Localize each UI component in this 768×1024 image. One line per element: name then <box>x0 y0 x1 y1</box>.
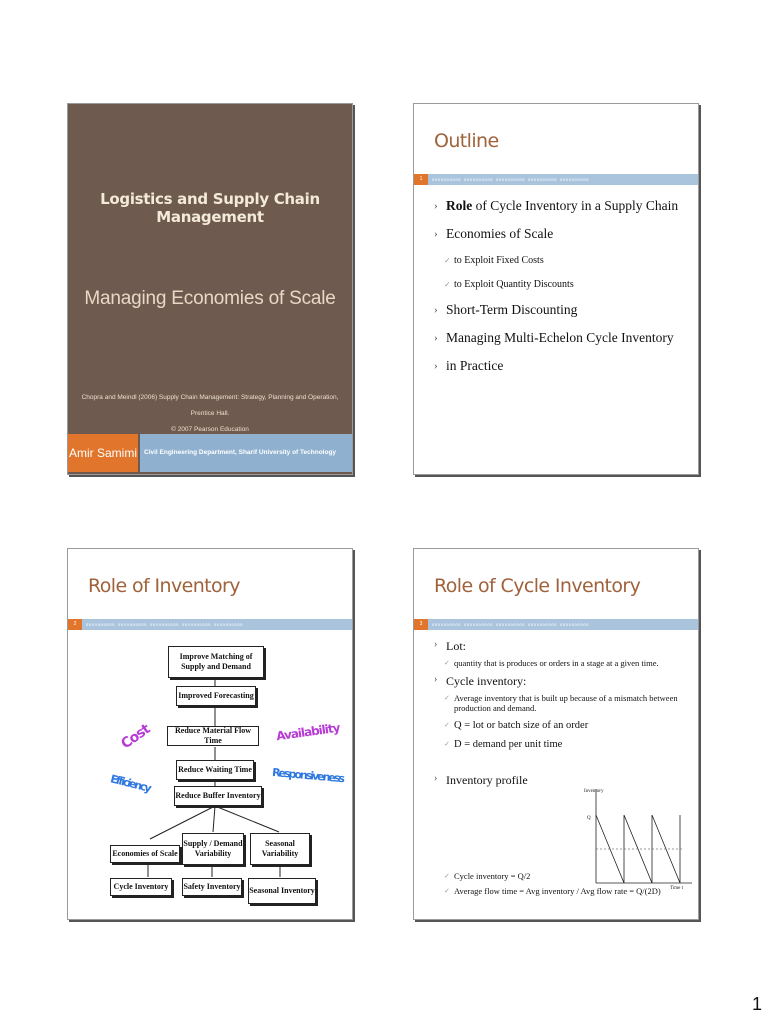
sub-cycle-definition: ✓ Average inventory that is built up because of a mismatch between production and demand. <box>444 693 678 713</box>
box-supply-demand-variability: Supply / Demand Variability <box>182 833 244 865</box>
bullet-icon: › <box>434 332 438 344</box>
outline-item: › Role of Cycle Inventory in a Supply Chain <box>434 195 690 223</box>
check-icon: ✓ <box>444 721 450 729</box>
outline-list <box>434 195 690 383</box>
check-icon: ✓ <box>444 256 451 265</box>
outline-item: › in Practice <box>434 355 690 383</box>
decorative-dots: oooooooooo oooooooooo oooooooooo oooooooooo oooooooooo <box>432 622 590 627</box>
wordart-efficiency: Efficiency <box>109 772 152 795</box>
copyright-text: © 2007 Pearson Education <box>171 426 249 433</box>
bullet-icon: › <box>434 773 438 784</box>
formula-flow-time: ✓ Average flow time = Avg inventory / Avg flow rate = Q/(2D) <box>444 886 661 896</box>
bullet-lot: › Lot: <box>434 639 466 653</box>
wordart-responsiveness: Responsiveness <box>271 765 344 786</box>
bullet-icon: › <box>434 304 438 316</box>
bullet-icon: › <box>434 674 438 685</box>
citation-text: Chopra and Meindl (2006) Supply Chain Management: Strategy, Planning and Operation, Prentice Hall. <box>81 394 339 417</box>
role-of-cycle-inventory-slide <box>413 548 699 920</box>
check-icon: ✓ <box>444 887 450 895</box>
title-slide <box>67 103 353 475</box>
citation <box>76 390 344 438</box>
course-title: Logistics and Supply Chain Management <box>100 190 320 226</box>
content-block <box>434 639 692 788</box>
header-bar <box>414 619 698 630</box>
page-number: 1 <box>752 994 763 1014</box>
bullet-icon: › <box>434 228 438 240</box>
decorative-dots: oooooooooo oooooooooo oooooooooo oooooooooo oooooooooo <box>432 177 590 182</box>
slide-title: Role of Cycle Inventory <box>434 575 641 597</box>
outline-subitem: ✓ to Exploit Fixed Costs <box>434 251 690 275</box>
box-reduce-waiting: Reduce Waiting Time <box>176 760 254 780</box>
decorative-dots: oooooooooo oooooooooo oooooooooo oooooooooo oooooooooo <box>86 622 244 627</box>
box-reduce-material-flow: Reduce Material Flow Time <box>167 726 259 746</box>
formula-block <box>434 871 692 896</box>
check-icon: ✓ <box>444 694 450 702</box>
check-icon: ✓ <box>444 872 450 880</box>
header-bar <box>414 174 698 185</box>
role-of-inventory-slide <box>67 548 353 920</box>
sub-lot-definition: ✓ quantity that is produces or orders in a stage at a given time. <box>444 658 659 668</box>
graph-y-label: Inventory <box>584 789 604 794</box>
graph-q-label: Q <box>587 816 591 821</box>
slide-title: Role of Inventory <box>88 575 240 597</box>
bullet-cycle-inventory: › Cycle inventory: <box>434 674 527 688</box>
check-icon: ✓ <box>444 740 450 748</box>
box-cycle-inventory: Cycle Inventory <box>110 878 172 896</box>
bullet-icon: › <box>434 639 438 650</box>
sub-d-definition: ✓ D = demand per unit time <box>444 739 563 750</box>
slide-number: 3 <box>414 619 428 630</box>
bullet-icon: › <box>434 360 438 372</box>
box-seasonal-inventory: Seasonal Inventory <box>248 878 316 904</box>
slide-number: 1 <box>414 174 428 185</box>
slide-number: 2 <box>68 619 82 630</box>
box-reduce-buffer: Reduce Buffer Inventory <box>174 786 262 806</box>
formula-cycle-inventory: ✓ Cycle inventory = Q/2 <box>444 871 531 881</box>
slide-title: Outline <box>434 130 499 152</box>
department-name: Civil Engineering Department, Sharif University of Technology <box>140 434 352 472</box>
lecture-subtitle: Managing Economies of Scale <box>84 288 336 309</box>
outline-item: › Economies of Scale <box>434 223 690 251</box>
sub-q-definition: ✓ Q = lot or batch size of an order <box>444 720 589 731</box>
outline-subitem: ✓ to Exploit Quantity Discounts <box>434 275 690 299</box>
outline-slide <box>413 103 699 475</box>
box-improved-forecasting: Improved Forecasting <box>176 686 256 706</box>
box-seasonal-variability: Seasonal Variability <box>250 833 310 865</box>
box-improve-matching: Improve Matching of Supply and Demand <box>168 646 264 678</box>
author-name: Amir Samimi <box>68 434 138 472</box>
outline-item: › Managing Multi-Echelon Cycle Inventory <box>434 327 690 355</box>
graph-x-label: Time t <box>670 886 684 891</box>
check-icon: ✓ <box>444 659 450 667</box>
wordart-cost: Cost <box>118 721 153 753</box>
box-safety-inventory: Safety Inventory <box>182 878 242 896</box>
check-icon: ✓ <box>444 280 451 289</box>
box-economies-of-scale: Economies of Scale <box>110 845 180 863</box>
bullet-icon: › <box>434 200 438 212</box>
wordart-availability: Availability <box>275 720 341 744</box>
outline-item: › Short-Term Discounting <box>434 299 690 327</box>
bullet-inventory-profile: › Inventory profile <box>434 773 528 787</box>
